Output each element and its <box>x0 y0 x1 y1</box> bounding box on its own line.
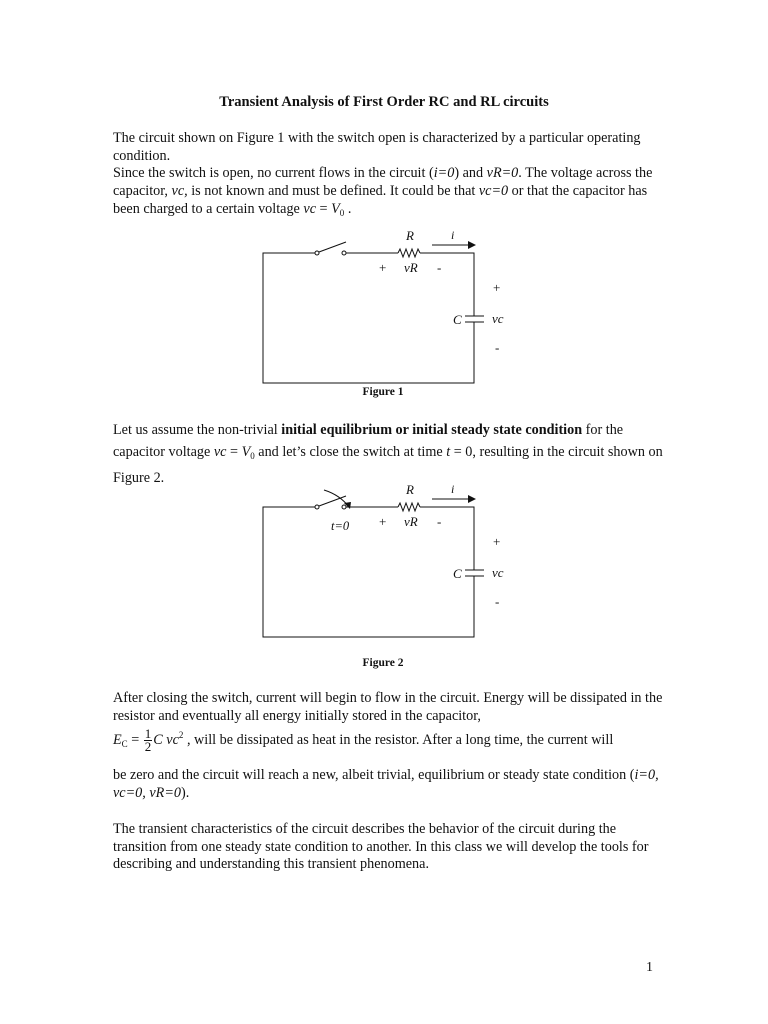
eq-sub: 0 <box>250 451 255 461</box>
text: Let us assume the non-trivial <box>113 422 282 438</box>
math-vc: vc, <box>171 183 188 200</box>
text: . <box>344 200 352 217</box>
fig2-label-vc: vc <box>492 565 504 580</box>
fig1-resistor-zigzag <box>398 249 420 257</box>
fig2-label-plus-c: + <box>493 534 501 549</box>
text: ) and <box>454 165 487 182</box>
paragraph-energy-dissipation-c <box>113 767 673 802</box>
fig2-label-i: i <box>451 482 455 496</box>
eq-rest: = 0 <box>450 444 473 460</box>
fig2-label-r: R <box>406 482 414 497</box>
fig1-label-vc: vc <box>492 311 504 326</box>
equation-t0 <box>446 444 472 460</box>
math-vr0: vR=0 <box>486 165 519 182</box>
eq-op: = <box>226 444 242 460</box>
paragraph-intro <box>113 130 673 223</box>
eq-e: E <box>113 732 122 748</box>
text: , will be dissipated as heat in the resistor. After a long time, the current will <box>183 732 614 748</box>
fig2-wire-top-right <box>420 507 474 570</box>
fig2-label-vr: vR <box>404 514 418 529</box>
figure2-caption: Figure 2 <box>362 657 404 669</box>
equation-vc-v0 <box>303 201 344 217</box>
fig2-switch-contact-right <box>342 505 346 509</box>
fig1-label-minus-r: - <box>437 260 442 275</box>
fig2-resistor-zigzag <box>398 503 420 511</box>
eq-op: = <box>316 200 332 217</box>
eq-lhs: vc <box>303 200 316 217</box>
fig1-wire-top-right <box>420 253 474 316</box>
fig1-label-vr: vR <box>404 260 418 275</box>
fig2-current-arrow-head <box>468 495 476 503</box>
eq-rhs: V <box>331 200 340 217</box>
math-final-values: i=0, vc=0, vR=0 <box>113 767 659 801</box>
text: is not known and must be defined. It could be that <box>187 183 479 200</box>
fig1-wire-loop <box>263 253 474 383</box>
text: be zero and the circuit will reach a new, albeit trivial, equilibrium or steady state condition ( <box>113 767 635 783</box>
fig2-label-minus-r: - <box>437 514 442 529</box>
fig2-label-plus-r: + <box>379 514 387 529</box>
fig2-wire-loop <box>263 507 474 637</box>
fig2-label-minus-c: - <box>495 594 500 609</box>
paragraph-energy-equation-line <box>113 727 673 754</box>
text: , resulting in the circuit shown on Figure 2. <box>113 444 663 486</box>
text: Since the switch is open, no current flows in the circuit ( <box>113 165 434 182</box>
fig1-label-c: C <box>453 312 462 327</box>
fig1-label-r: R <box>406 228 414 243</box>
figure1-circuit-diagram <box>0 225 768 390</box>
fig2-switch-blade <box>319 496 346 506</box>
paragraph-transient-characteristics: The transient characteristics of the circuit describes the behavior of the circuit during the transition from one steady state condition to another. In this class we will develop the tools for describing and understanding this transient phenomena. <box>113 821 649 873</box>
fig1-label-minus-c: - <box>495 340 500 355</box>
eq-sub-c: C <box>121 739 128 749</box>
fig1-switch-contact-right <box>342 251 346 255</box>
text: for the capacitor voltage <box>113 422 624 460</box>
fig2-switch-contact-left <box>315 505 319 509</box>
fig1-switch-contact-left <box>315 251 319 255</box>
eq-t: t <box>446 444 451 460</box>
para1-sentence1: The circuit shown on Figure 1 with the switch open is characterized by a particular operating condition. <box>113 130 641 164</box>
frac-num: 1 <box>144 726 152 742</box>
figure2-circuit-diagram <box>0 479 768 644</box>
fig1-label-i: i <box>451 228 455 242</box>
fig2-switch-closing-arrow-arc <box>324 490 349 507</box>
text: or that the capacitor has been charged to a certain voltage <box>113 183 648 217</box>
eq-sup: 2 <box>178 730 184 740</box>
fig1-label-plus-r: + <box>379 260 387 275</box>
document-title: Transient Analysis of First Order RC and RL circuits <box>219 94 549 110</box>
eq-sub: 0 <box>339 207 345 218</box>
fig2-label-c: C <box>453 566 462 581</box>
figure1-caption: Figure 1 <box>362 386 404 398</box>
text: . The voltage across the capacitor, <box>113 165 653 200</box>
eq-op: = <box>127 732 143 748</box>
equation-energy-capacitor <box>113 726 184 755</box>
fig1-switch-blade <box>319 242 346 252</box>
eq-lhs: vc <box>213 444 227 460</box>
fig1-current-arrow-head <box>468 241 476 249</box>
paragraph-energy-dissipation-a: After closing the switch, current will begin to flow in the circuit. Energy will be dissipated in the resistor and eventually all energy initially stored in the capacitor, <box>113 690 663 724</box>
math-vc0: vc=0 <box>478 183 509 200</box>
fig2-label-t0: t=0 <box>331 519 350 533</box>
fraction-one-half <box>144 728 153 753</box>
text: and let’s close the switch at time <box>254 444 447 460</box>
frac-den: 2 <box>144 739 152 755</box>
equation-vc-v0 <box>214 444 255 460</box>
eq-c-vc: C vc <box>153 732 179 748</box>
fig1-label-plus-c: + <box>493 280 501 295</box>
text: ). <box>181 784 190 801</box>
eq-rhs: V <box>241 444 251 460</box>
bold-initial-condition: initial equilibrium or initial steady state condition <box>281 422 583 438</box>
page-number: 1 <box>646 960 653 975</box>
math-i0: i=0 <box>433 165 455 182</box>
